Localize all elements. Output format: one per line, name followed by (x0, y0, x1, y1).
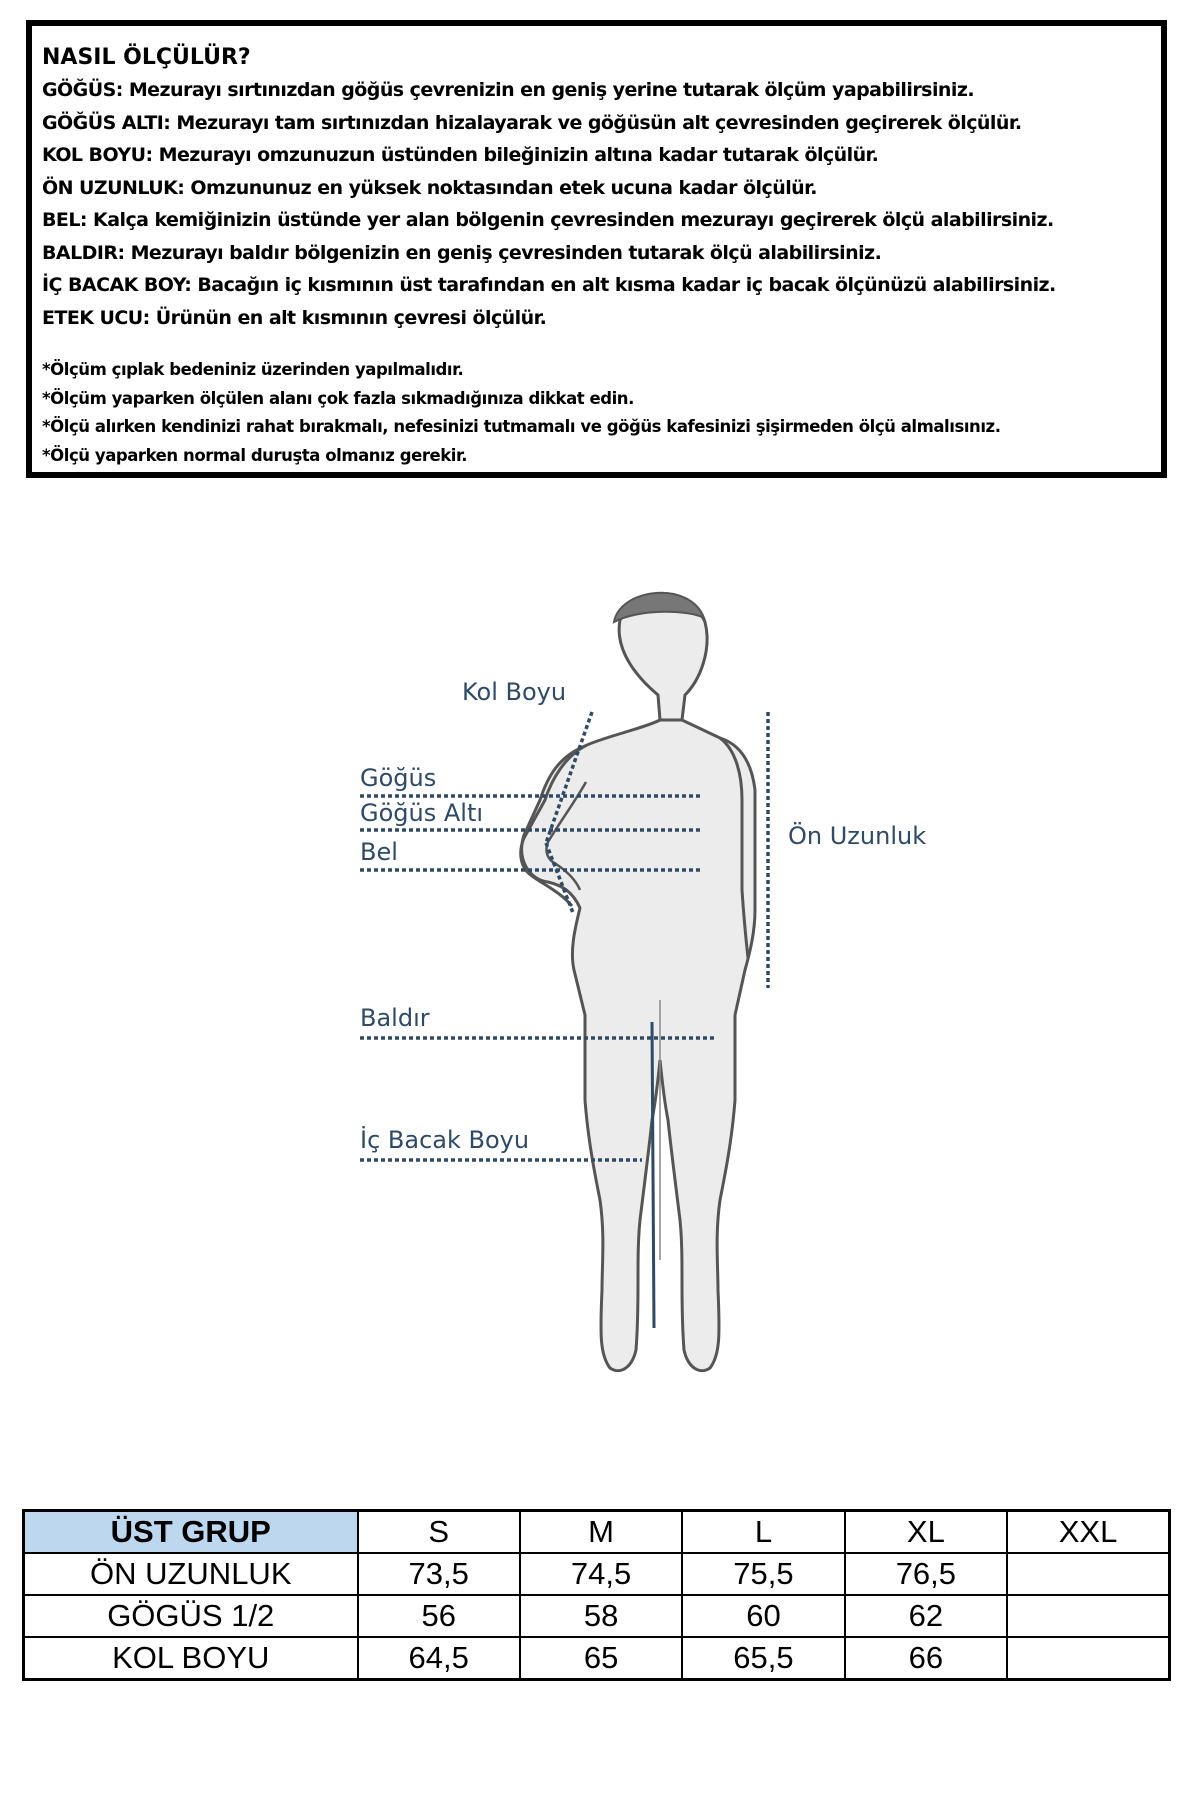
table-cell: 58 (520, 1595, 682, 1637)
note: *Ölçüm yaparken ölçülen alanı çok fazla sıkmadığınıza dikkat edin. (42, 388, 634, 408)
table-cell: 64,5 (358, 1637, 520, 1680)
table-row (24, 1595, 1170, 1637)
size-header: XXL (1007, 1511, 1169, 1554)
table-cell: 74,5 (520, 1553, 682, 1595)
table-cell: 76,5 (845, 1553, 1007, 1595)
size-header: XL (845, 1511, 1007, 1554)
row-label: ÖN UZUNLUK (24, 1553, 358, 1595)
definition-baldir: BALDIR: Mezurayı baldır bölgenizin en geniş çevresinden tutarak ölçü alabilirsiniz. (42, 241, 882, 264)
label-ic-bacak-boyu: İç Bacak Boyu (360, 1126, 530, 1154)
row-label: KOL BOYU (24, 1637, 358, 1680)
definition-bel: BEL: Kalça kemiğinizin üstünde yer alan bölgenin çevresinden mezurayı geçirerek ölçü alabilirsiniz. (42, 209, 1054, 231)
measurement-guide (26, 20, 1167, 478)
body-silhouette-svg (0, 560, 1200, 1390)
table-cell: 66 (845, 1637, 1007, 1680)
definition-on-uzunluk: ÖN UZUNLUK: Omzununuz en yüksek noktasından etek ucuna kadar ölçülür. (42, 176, 817, 199)
definition-ic-bacak-boy: İÇ BACAK BOY: Bacağın iç kısmının üst tarafından en alt kısma kadar iç bacak ölçünüzü alabilirsiniz. (42, 274, 1056, 296)
definition-etek-ucu: ETEK UCU: Ürünün en alt kısmının çevresi ölçülür. (42, 306, 547, 329)
definition-kol-boyu: KOL BOYU: Mezurayı omzunuzun üstünden bileğinizin altına kadar tutarak ölçülür. (42, 144, 879, 166)
table-row (24, 1553, 1170, 1595)
size-table (22, 1509, 1171, 1681)
label-bel: Bel (360, 838, 398, 866)
size-header: S (358, 1511, 520, 1554)
note: *Ölçü alırken kendinizi rahat bırakmalı, nefesinizi tutmamalı ve göğüs kafesinizi şişirmeden ölçü almalısınız. (42, 417, 1001, 436)
table-row (24, 1637, 1170, 1680)
table-cell: 62 (845, 1595, 1007, 1637)
row-label: GÖGÜS 1/2 (24, 1595, 358, 1637)
table-cell (1007, 1595, 1169, 1637)
label-gogus: Göğüs (360, 764, 437, 792)
table-cell: 65 (520, 1637, 682, 1680)
body-measurement-figure (0, 560, 1200, 1390)
table-cell: 65,5 (682, 1637, 844, 1680)
definition-list (42, 74, 1151, 334)
label-on-uzunluk: Ön Uzunluk (788, 822, 927, 850)
table-cell (1007, 1637, 1169, 1680)
label-gogus-alti: Göğüs Altı (360, 799, 484, 827)
guide-title: NASIL ÖLÇÜLÜR? (42, 45, 251, 70)
torso-legs-outline (522, 720, 755, 1371)
notes-list (42, 356, 1151, 470)
table-header-row (24, 1511, 1170, 1554)
label-baldir: Baldır (360, 1004, 430, 1032)
table-group-header: ÜST GRUP (24, 1511, 358, 1554)
size-header: M (520, 1511, 682, 1554)
table-cell: 60 (682, 1595, 844, 1637)
note: *Ölçü yaparken normal duruşta olmanız gerekir. (42, 445, 468, 465)
ic-bacak-inseam-line (652, 1022, 654, 1328)
definition-gogus-alti: GÖĞÜS ALTI: Mezurayı tam sırtınızdan hizalayarak ve göğüsün alt çevresinden geçirerek ölçülür. (42, 111, 1022, 134)
table-cell: 56 (358, 1595, 520, 1637)
table-cell: 73,5 (358, 1553, 520, 1595)
note: *Ölçüm çıplak bedeniniz üzerinden yapılmalıdır. (42, 360, 464, 379)
definition-gogus: GÖĞÜS: Mezurayı sırtınızdan göğüs çevrenizin en geniş yerine tutarak ölçüm yapabilirsiniz. (42, 79, 975, 101)
size-header: L (682, 1511, 844, 1554)
body-silhouette (521, 593, 755, 1371)
table-cell: 75,5 (682, 1553, 844, 1595)
table-cell (1007, 1553, 1169, 1595)
label-kol-boyu: Kol Boyu (462, 678, 567, 706)
